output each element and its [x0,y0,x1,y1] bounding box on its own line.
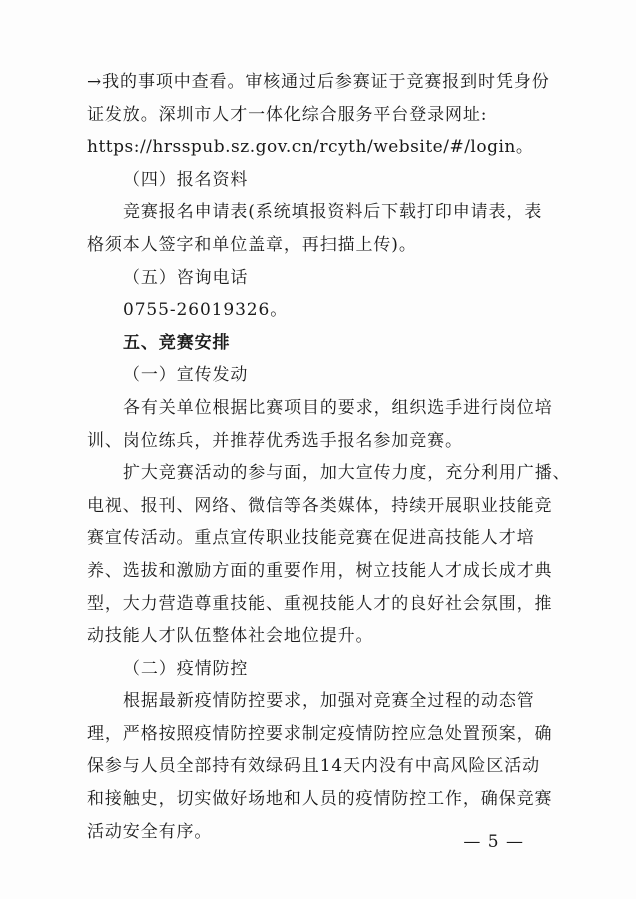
body-text-line: 活动安全有序。 [87,821,213,842]
body-text-line: 赛宣传活动。重点宣传职业技能竞赛在促进高技能人才培 [87,528,535,549]
body-text-line: →我的事项中查看。审核通过后参赛证于竞赛报到时凭身份 [87,72,550,92]
body-text-line: 养、选拔和激励方面的重要作用，树立技能人才成长成才典 [87,560,553,581]
login-url-line: https://hrsspub.sz.gov.cn/rcyth/website/#/login。 [87,137,534,158]
body-text-line: 型，大力营造尊重技能、重视技能人才的良好社会氛围，推 [87,593,553,614]
body-text-line: 扩大竞赛活动的参与面，加大宣传力度，充分利用广播、 [123,463,571,484]
body-text-line: 0755-26019326。 [123,300,289,321]
body-text-line: 证发放。深圳市人才一体化综合服务平台登录网址: [87,104,488,125]
body-text-line: 电视、报刊、网络、微信等各类媒体，持续开展职业技能竞 [87,495,553,516]
subsection-heading: （四）报名资料 [123,169,249,190]
body-text-line: 理，严格按照疫情防控要求制定疫情防控应急处置预案，确 [87,723,553,744]
body-text-line: 根据最新疫情防控要求，加强对竞赛全过程的动态管 [123,691,535,712]
body-text-line: 各有关单位根据比赛项目的要求，组织选手进行岗位培 [123,397,553,418]
body-text-line: 格须本人签字和单位盖章，再扫描上传)。 [87,234,417,255]
subsection-heading: （一）宣传发动 [123,365,249,386]
body-text-line: 和接触史，切实做好场地和人员的疫情防控工作，确保竞赛 [87,789,553,810]
body-text-line: 竞赛报名申请表(系统填报资料后下载打印申请表，表 [123,202,543,223]
document-body [87,66,571,848]
section-heading: 五、竞赛安排 [123,332,231,353]
page-number: — 5 — [463,832,524,852]
subsection-heading: （五）咨询电话 [123,267,249,288]
body-text-line: 训、岗位练兵，并推荐优秀选手报名参加竞赛。 [87,430,463,451]
subsection-heading: （二）疫情防控 [123,658,249,679]
body-text-line: 保参与人员全部持有效绿码且14天内没有中高风险区活动 [87,756,541,777]
body-text-line: 动技能人才队伍整体社会地位提升。 [87,626,374,647]
